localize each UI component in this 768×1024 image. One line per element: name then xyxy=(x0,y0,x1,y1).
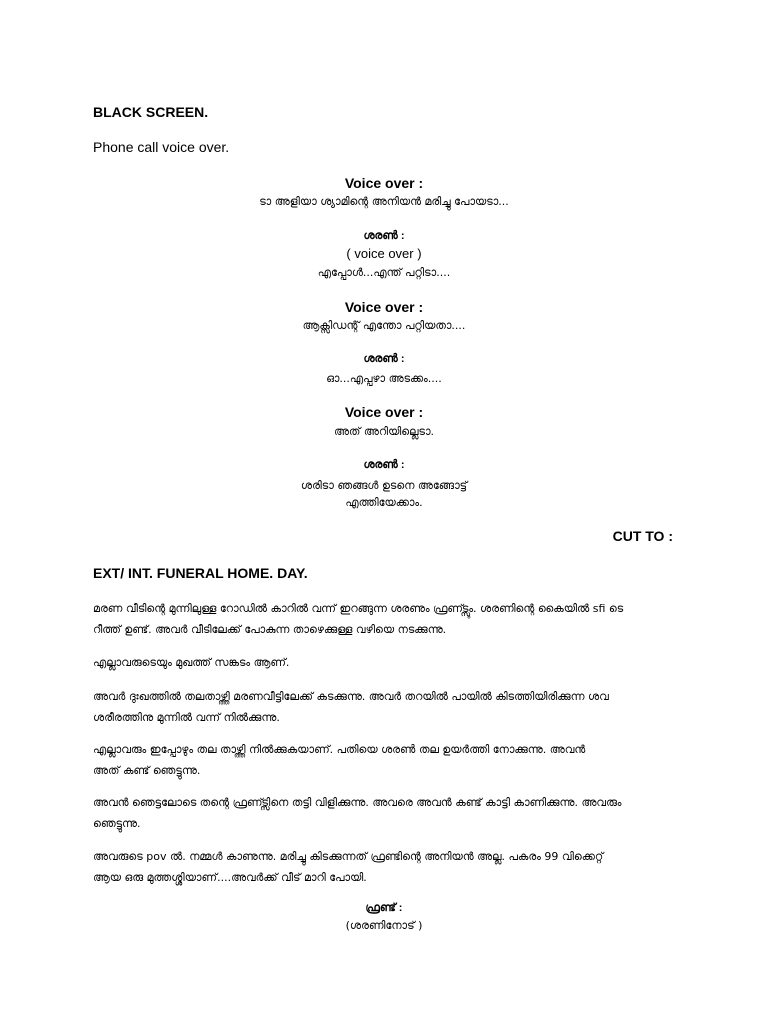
dialogue-speaker: Voice over : xyxy=(344,299,424,315)
dialogue-speaker: ശരൺ : xyxy=(363,353,405,365)
action-line: അവർ ദുഃഖത്തിൽ തലതാഴ്ത്തി മരണവീട്ടിലേക്ക് കടക്കുന്നു. അവർ തറയിൽ പായിൽ കിടത്തിയിരിക്കുന്ന ശവ xyxy=(93,690,609,703)
action-line: ഞെട്ടുന്നു. xyxy=(93,817,141,830)
dialogue-speaker: Voice over : xyxy=(344,404,424,420)
action-line: എല്ലാവരുടെയും മുഖത്ത് സങ്കടം ആണ്. xyxy=(93,656,290,669)
dialogue-line: എത്തിയേക്കാം. xyxy=(345,496,423,509)
dialogue-line: ആക്സിഡന്റ് എന്തോ പറ്റിയതാ.... xyxy=(302,319,466,332)
dialogue-speaker: ശരൺ : xyxy=(363,459,405,471)
action-line: മരണ വീടിന്റെ മുന്നിലുള്ള റോഡിൽ കാറിൽ വന്ന് ഇറങ്ങുന്ന ശരണും ഫ്രണ്ട്സും. ശരണിന്റെ കൈയിൽ sfi ടെ xyxy=(93,602,624,615)
action-line: അവൻ ഞെട്ടലോടെ തന്റെ ഫ്രണ്ട്സിനെ തട്ടി വിളിക്കുന്നു. അവരെ അവൻ കണ്ട് കാട്ടി കാണിക്കുന്നു. അവരും xyxy=(93,796,622,809)
dialogue-speaker: Voice over : xyxy=(344,175,424,191)
dialogue-parenthetical: ( voice over ) xyxy=(346,246,422,261)
scene-heading: EXT/ INT. FUNERAL HOME. DAY. xyxy=(93,565,308,581)
action-line: എല്ലാവരും ഇപ്പോഴും തല താഴ്ത്തി നിൽക്കുകയാണ്. പതിയെ ശരൺ തല ഉയർത്തി നോക്കുന്നു. അവൻ xyxy=(93,743,586,756)
action-line: അത് കണ്ട് ഞെട്ടുന്നു. xyxy=(93,764,201,777)
action-paragraph xyxy=(93,652,673,673)
dialogue-line: ഓ...എപ്പഴാ അടക്കം.... xyxy=(326,372,442,385)
action-line: ആയ ഒരു മുത്തശ്ശിയാണ്....അവർക്ക് വീട് മാറി പോയി. xyxy=(93,871,367,884)
action-paragraph xyxy=(93,846,673,888)
dialogue-line: എപ്പോൾ...എന്ത് പറ്റിടാ.... xyxy=(317,266,451,279)
dialogue-parenthetical: (ശരണിനോട് ) xyxy=(345,919,423,932)
opening-note: Phone call voice over. xyxy=(93,139,230,155)
scene-heading-black-screen: BLACK SCREEN. xyxy=(93,104,209,120)
dialogue-line: ശരിടാ ഞങ്ങൾ ഉടനെ അങ്ങോട്ട് xyxy=(300,479,468,492)
transition-cut-to: CUT TO : xyxy=(612,528,673,544)
dialogue-line: അത് അറിയില്ലെടാ. xyxy=(333,425,435,438)
action-line: ശരീരത്തിനു മുന്നിൽ വന്ന് നിൽക്കുന്നു. xyxy=(93,711,280,724)
action-line: അവരുടെ pov ൽ. നമ്മൾ കാണുന്നു. മരിച്ചു കിടക്കുന്നത് ഫ്രണ്ടിന്റെ അനിയൻ അല്ല. പകരം 99 വിക്കെറ്റ് xyxy=(93,850,604,863)
action-paragraph xyxy=(93,598,673,640)
dialogue-speaker: ശരൺ : xyxy=(363,230,405,242)
action-paragraph xyxy=(93,686,673,728)
action-paragraph xyxy=(93,739,673,781)
action-line: റീത്ത് ഉണ്ട്. അവർ വീടിലേക്ക് പോകുന്ന താഴെക്കുള്ള വഴിയെ നടക്കുന്നു. xyxy=(93,623,447,636)
action-paragraph xyxy=(93,792,673,834)
dialogue-speaker: ഫ്രണ്ട് : xyxy=(365,902,403,914)
dialogue-line: ടാ അളിയാ ശ്യാമിന്റെ അനിയൻ മരിച്ചു പോയടാ... xyxy=(259,195,509,208)
